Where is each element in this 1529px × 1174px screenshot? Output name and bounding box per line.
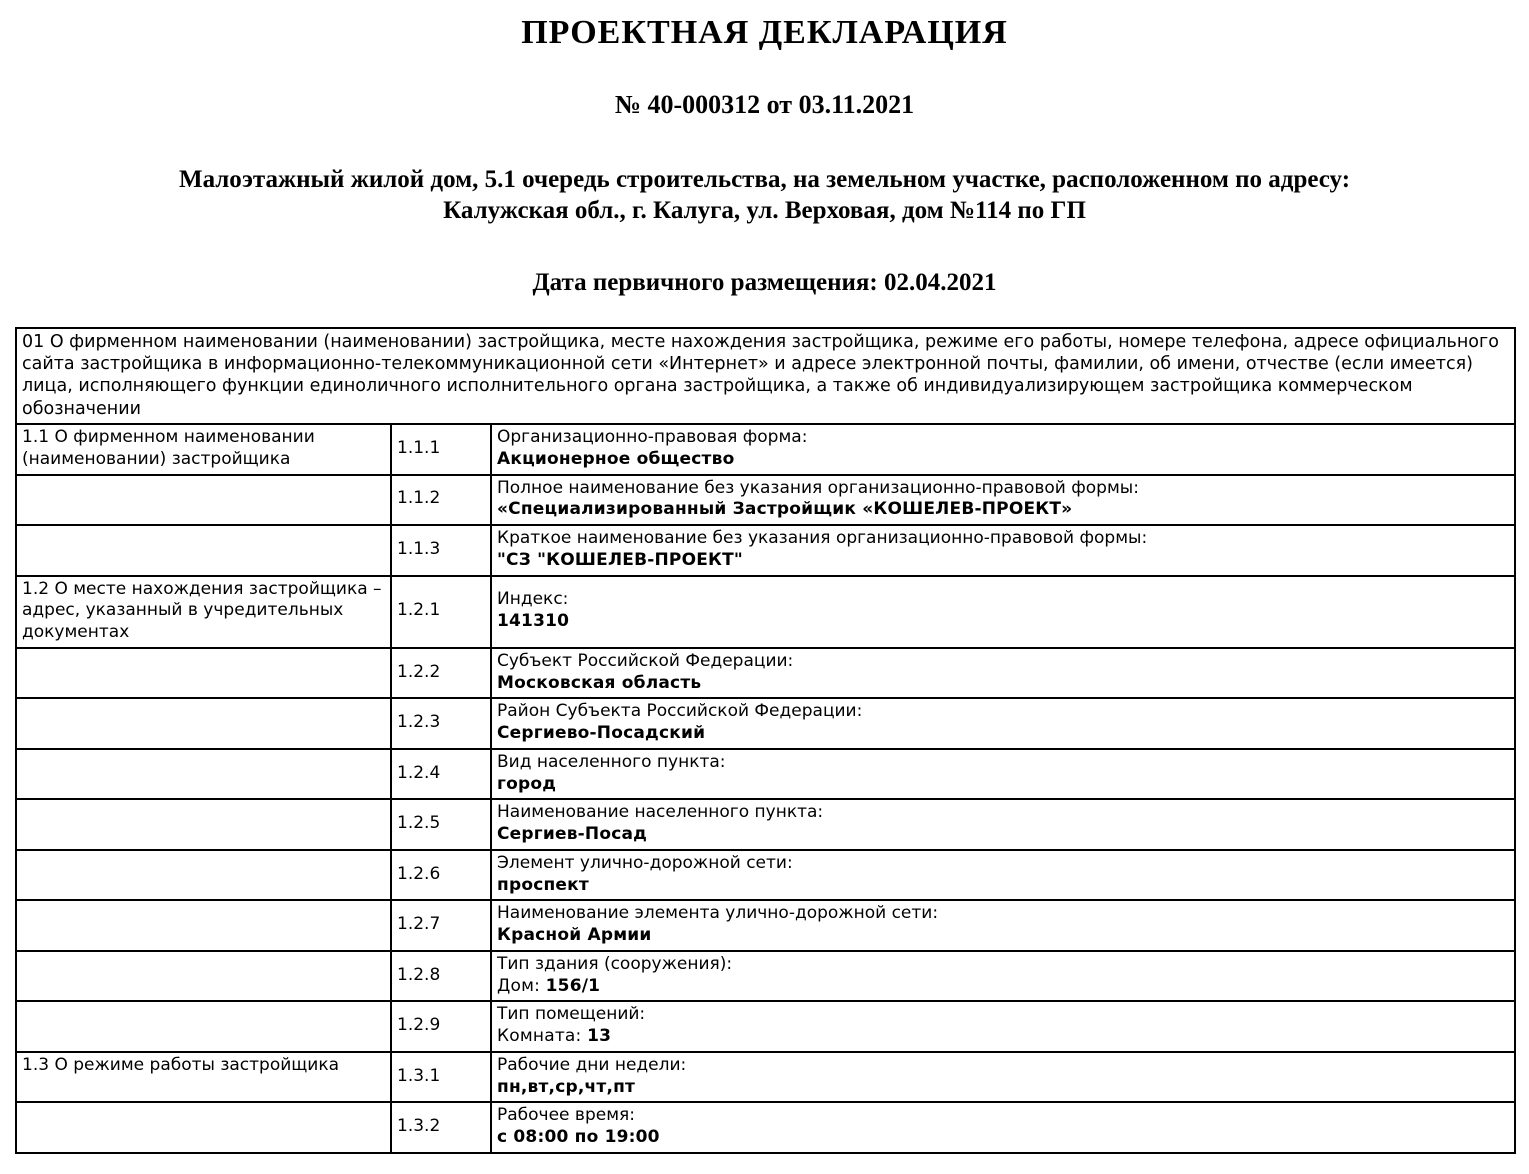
value-text: Сергиево-Посадский [497, 723, 706, 744]
table-section-header-row [16, 328, 1515, 425]
row-code: 1.2.3 [391, 698, 491, 749]
value-text: 156/1 [545, 975, 601, 996]
field-value [497, 976, 1509, 998]
value-text: проспект [497, 874, 589, 895]
value-text: "СЗ "КОШЕЛЕВ-ПРОЕКТ" [497, 549, 743, 570]
table-row [16, 648, 1515, 699]
section-label [16, 475, 391, 526]
row-code: 1.1.3 [391, 525, 491, 576]
section-label [16, 900, 391, 951]
row-content [491, 749, 1515, 800]
value-text: Акционерное общество [497, 448, 735, 469]
field-value [497, 611, 1509, 633]
field-label: Наименование населенного пункта: [497, 802, 824, 823]
table-row [16, 900, 1515, 951]
field-label: Наименование элемента улично-дорожной сети: [497, 903, 939, 924]
row-content [491, 576, 1515, 648]
declaration-table [15, 327, 1516, 1154]
section-label: 1.3 О режиме работы застройщика [16, 1052, 391, 1103]
section-label: 1.2 О месте нахождения застройщика – адрес, указанный в учредительных документах [16, 576, 391, 648]
field-value [497, 925, 1509, 947]
row-content [491, 850, 1515, 901]
field-value [497, 499, 1509, 521]
row-code: 1.2.7 [391, 900, 491, 951]
field-label: Рабочие дни недели: [497, 1054, 687, 1075]
object-description [15, 164, 1514, 227]
section-label [16, 749, 391, 800]
field-label: Организационно-правовая форма: [497, 427, 808, 448]
row-content [491, 951, 1515, 1002]
section-label [16, 698, 391, 749]
document-number: № 40-000312 от 03.11.2021 [614, 90, 915, 119]
value-text: 13 [587, 1026, 612, 1047]
row-code: 1.1.1 [391, 424, 491, 475]
section-label [16, 951, 391, 1002]
document-title: ПРОЕКТНАЯ ДЕКЛАРАЦИЯ [521, 14, 1008, 51]
row-content [491, 698, 1515, 749]
row-code: 1.2.1 [391, 576, 491, 648]
table-row [16, 799, 1515, 850]
placement-date: Дата первичного размещения: 02.04.2021 [532, 268, 997, 296]
table-row [16, 1102, 1515, 1153]
field-value [497, 875, 1509, 897]
field-label: Индекс: [497, 589, 569, 610]
field-label: Полное наименование без указания организационно-правовой формы: [497, 477, 1139, 498]
row-code: 1.2.9 [391, 1001, 491, 1052]
row-content [491, 475, 1515, 526]
table-row [16, 951, 1515, 1002]
section-label [16, 525, 391, 576]
section-header: 01 О фирменном наименовании (наименовании) застройщика, месте нахождения застройщика, режиме его работы, номере телефона, адресе официального сайта застройщика в информационно-телекоммуникационной сети «Интернет» и адресе электронной почты, фамилии, об имени, отчестве (если имеется) лица, исполняющего функции единоличного исполнительного органа застройщика, а также об индивидуализирующем застройщика коммерческом обозначении [16, 328, 1515, 425]
table-row [16, 475, 1515, 526]
value-text: город [497, 773, 557, 794]
table-row [16, 1001, 1515, 1052]
object-description-line1: Малоэтажный жилой дом, 5.1 очередь строительства, на земельном участке, расположенном по адресу: [178, 166, 1351, 193]
field-label: Рабочее время: [497, 1105, 635, 1126]
row-content [491, 900, 1515, 951]
value-text: Московская область [497, 672, 702, 693]
table-row [16, 749, 1515, 800]
document-header [15, 14, 1514, 297]
section-label: 1.1 О фирменном наименовании (наименовании) застройщика [16, 424, 391, 475]
field-label: Краткое наименование без указания организационно-правовой формы: [497, 528, 1148, 549]
table-row [16, 576, 1515, 648]
row-code: 1.2.8 [391, 951, 491, 1002]
value-text: пн,вт,ср,чт,пт [497, 1076, 636, 1097]
field-label: Тип помещений: [497, 1004, 646, 1025]
value-prefix: Комната: [497, 1026, 588, 1047]
section-label [16, 850, 391, 901]
field-value [497, 723, 1509, 745]
section-label [16, 648, 391, 699]
value-text: 141310 [497, 611, 570, 632]
field-label: Район Субъекта Российской Федерации: [497, 701, 863, 722]
section-label [16, 1001, 391, 1052]
row-code: 1.2.6 [391, 850, 491, 901]
field-value [497, 550, 1509, 572]
field-label: Субъект Российской Федерации: [497, 650, 794, 671]
row-content [491, 1001, 1515, 1052]
field-label: Тип здания (сооружения): [497, 953, 733, 974]
row-code: 1.1.2 [391, 475, 491, 526]
section-label [16, 1102, 391, 1153]
row-content [491, 424, 1515, 475]
field-value [497, 824, 1509, 846]
table-row [16, 698, 1515, 749]
value-text: с 08:00 по 19:00 [497, 1127, 660, 1148]
value-text: Сергиев-Посад [497, 824, 648, 845]
row-content [491, 648, 1515, 699]
object-description-line2: Калужская обл., г. Калуга, ул. Верховая, дом №114 по ГП [443, 197, 1086, 225]
field-value [497, 673, 1509, 695]
field-label: Вид населенного пункта: [497, 751, 726, 772]
row-code: 1.3.2 [391, 1102, 491, 1153]
row-content [491, 799, 1515, 850]
row-content [491, 525, 1515, 576]
table-row [16, 1052, 1515, 1103]
row-code: 1.2.4 [391, 749, 491, 800]
field-value [497, 1026, 1509, 1048]
field-label: Элемент улично-дорожной сети: [497, 852, 793, 873]
row-content [491, 1102, 1515, 1153]
table-row [16, 525, 1515, 576]
value-text: «Специализированный Застройщик «КОШЕЛЕВ-ПРОЕКТ» [497, 499, 1073, 520]
row-code: 1.2.2 [391, 648, 491, 699]
field-value [497, 774, 1509, 796]
field-value [497, 1127, 1509, 1149]
table-row [16, 424, 1515, 475]
field-value [497, 449, 1509, 471]
value-text: Красной Армии [497, 925, 652, 946]
row-code: 1.3.1 [391, 1052, 491, 1103]
value-prefix: Дом: [497, 975, 546, 996]
row-content [491, 1052, 1515, 1103]
table-row [16, 850, 1515, 901]
row-code: 1.2.5 [391, 799, 491, 850]
section-label [16, 799, 391, 850]
